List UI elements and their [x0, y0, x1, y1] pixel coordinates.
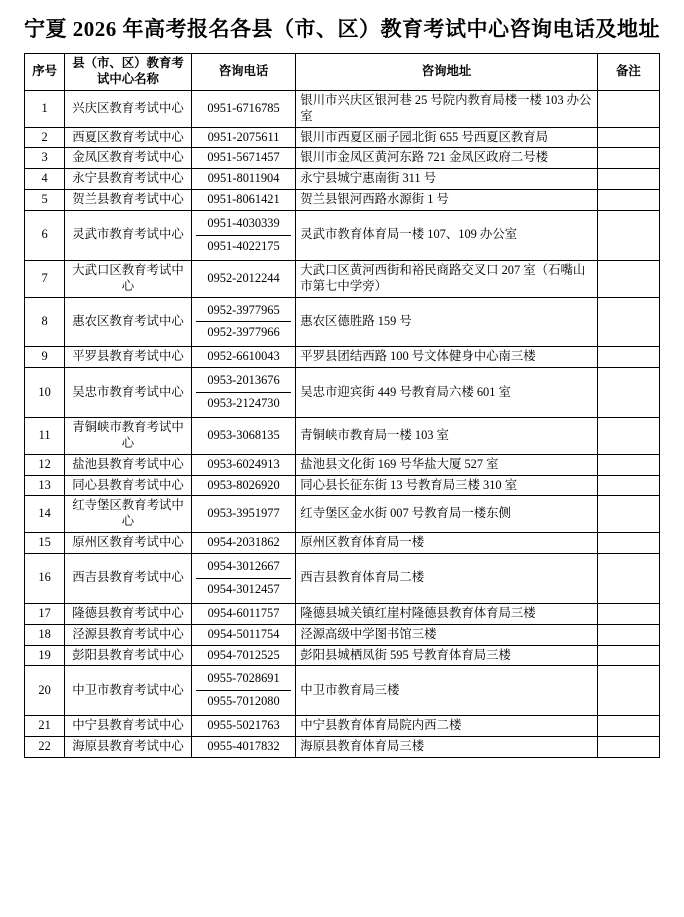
table-row [25, 148, 660, 169]
address-cell: 银川市西夏区丽子园北街 655 号西夏区教育局 [296, 127, 597, 148]
center-name: 海原县教育考试中心 [65, 737, 192, 758]
center-name: 吴忠市教育考试中心 [65, 368, 192, 418]
table-row [25, 737, 660, 758]
phone-cell: 0953-3951977 [191, 496, 295, 533]
table-row [25, 554, 660, 604]
address-cell: 银川市金凤区黄河东路 721 金凤区政府二号楼 [296, 148, 597, 169]
column-header-phone: 咨询电话 [191, 54, 295, 91]
remark-cell [597, 737, 659, 758]
row-number: 19 [25, 645, 65, 666]
remark-cell [597, 666, 659, 716]
center-name: 惠农区教育考试中心 [65, 297, 192, 347]
row-number: 4 [25, 169, 65, 190]
row-number: 5 [25, 190, 65, 211]
address-cell: 吴忠市迎宾街 449 号教育局六楼 601 室 [296, 368, 597, 418]
remark-cell [597, 475, 659, 496]
row-number: 9 [25, 347, 65, 368]
remark-cell [597, 554, 659, 604]
address-cell: 彭阳县城栖凤街 595 号教育体育局三楼 [296, 645, 597, 666]
phone-cell: 0951-2075611 [191, 127, 295, 148]
phone-cell: 0953-8026920 [191, 475, 295, 496]
table-row [25, 624, 660, 645]
center-name: 盐池县教育考试中心 [65, 454, 192, 475]
phone-cell [191, 368, 295, 418]
phone-number: 0952-3977966 [207, 325, 280, 340]
center-name: 原州区教育考试中心 [65, 533, 192, 554]
phone-cell: 0953-6024913 [191, 454, 295, 475]
center-name: 西夏区教育考试中心 [65, 127, 192, 148]
table-row [25, 603, 660, 624]
row-number: 14 [25, 496, 65, 533]
phone-cell: 0951-8011904 [191, 169, 295, 190]
row-number: 2 [25, 127, 65, 148]
table-row [25, 190, 660, 211]
phone-cell: 0954-5011754 [191, 624, 295, 645]
phone-cell: 0953-3068135 [191, 417, 295, 454]
phone-cell: 0951-5671457 [191, 148, 295, 169]
row-number: 16 [25, 554, 65, 604]
center-name: 同心县教育考试中心 [65, 475, 192, 496]
table-row [25, 90, 660, 127]
row-number: 1 [25, 90, 65, 127]
center-name: 青铜峡市教育考试中心 [65, 417, 192, 454]
row-number: 13 [25, 475, 65, 496]
remark-cell [597, 368, 659, 418]
center-name: 兴庆区教育考试中心 [65, 90, 192, 127]
center-name: 灵武市教育考试中心 [65, 211, 192, 261]
remark-cell [597, 716, 659, 737]
remark-cell [597, 454, 659, 475]
remark-cell [597, 211, 659, 261]
center-name: 中卫市教育考试中心 [65, 666, 192, 716]
table-row [25, 475, 660, 496]
table-row [25, 127, 660, 148]
row-number: 10 [25, 368, 65, 418]
phone-cell: 0954-7012525 [191, 645, 295, 666]
table-row [25, 211, 660, 261]
address-cell: 贺兰县银河西路水源街 1 号 [296, 190, 597, 211]
table-row [25, 533, 660, 554]
remark-cell [597, 148, 659, 169]
address-cell: 银川市兴庆区银河巷 25 号院内教育局楼一楼 103 办公室 [296, 90, 597, 127]
table-row [25, 666, 660, 716]
table-row [25, 169, 660, 190]
table-container [0, 53, 684, 758]
table-body [25, 90, 660, 757]
document-page [0, 13, 684, 917]
table-header-row [25, 54, 660, 91]
center-name: 中宁县教育考试中心 [65, 716, 192, 737]
address-cell: 泾源高级中学图书馆三楼 [296, 624, 597, 645]
phone-cell: 0954-2031862 [191, 533, 295, 554]
phone-number: 0953-2124730 [207, 396, 280, 410]
address-cell: 中卫市教育局三楼 [296, 666, 597, 716]
row-number: 8 [25, 297, 65, 347]
table-row [25, 260, 660, 297]
address-cell: 永宁县城宁惠南街 311 号 [296, 169, 597, 190]
center-name: 隆德县教育考试中心 [65, 603, 192, 624]
row-number: 11 [25, 417, 65, 454]
address-cell: 大武口区黄河西街和裕民商路交叉口 207 室（石嘴山市第七中学旁） [296, 260, 597, 297]
row-number: 22 [25, 737, 65, 758]
table-row [25, 454, 660, 475]
phone-number: 0954-3012667 [196, 556, 291, 579]
row-number: 21 [25, 716, 65, 737]
phone-number: 0955-7012080 [207, 694, 280, 709]
table-row [25, 417, 660, 454]
remark-cell [597, 297, 659, 347]
phone-cell: 0954-6011757 [191, 603, 295, 624]
center-name: 彭阳县教育考试中心 [65, 645, 192, 666]
table-row [25, 297, 660, 347]
phone-cell: 0952-6610043 [191, 347, 295, 368]
address-cell: 红寺堡区金水街 007 号教育局一楼东侧 [296, 496, 597, 533]
table-row [25, 496, 660, 533]
phone-number: 0952-3977965 [196, 300, 291, 323]
table-row [25, 716, 660, 737]
page-title: 宁夏 2026 年高考报名各县（市、区）教育考试中心咨询电话及地址 [24, 17, 660, 41]
column-header-no: 序号 [25, 54, 65, 91]
row-number: 7 [25, 260, 65, 297]
remark-cell [597, 260, 659, 297]
remark-cell [597, 127, 659, 148]
row-number: 12 [25, 454, 65, 475]
center-name: 红寺堡区教育考试中心 [65, 496, 192, 533]
phone-cell: 0955-5021763 [191, 716, 295, 737]
row-number: 20 [25, 666, 65, 716]
phone-cell [191, 297, 295, 347]
phone-cell: 0952-2012244 [191, 260, 295, 297]
center-name: 大武口区教育考试中心 [65, 260, 192, 297]
column-header-remark: 备注 [597, 54, 659, 91]
address-cell: 同心县长征东街 13 号教育局三楼 310 室 [296, 475, 597, 496]
address-cell: 中宁县教育体育局院内西二楼 [296, 716, 597, 737]
remark-cell [597, 90, 659, 127]
table-row [25, 368, 660, 418]
center-name: 贺兰县教育考试中心 [65, 190, 192, 211]
row-number: 6 [25, 211, 65, 261]
table-row [25, 645, 660, 666]
row-number: 15 [25, 533, 65, 554]
remark-cell [597, 190, 659, 211]
phone-number: 0954-3012457 [207, 581, 280, 596]
remark-cell [597, 496, 659, 533]
row-number: 3 [25, 148, 65, 169]
center-name: 平罗县教育考试中心 [65, 347, 192, 368]
phone-cell [191, 666, 295, 716]
phone-cell [191, 211, 295, 261]
phone-number: 0955-7028691 [196, 668, 291, 691]
row-number: 18 [25, 624, 65, 645]
column-header-address: 咨询地址 [296, 54, 597, 91]
address-cell: 盐池县文化街 169 号华盐大厦 527 室 [296, 454, 597, 475]
phone-cell: 0951-8061421 [191, 190, 295, 211]
row-number: 17 [25, 603, 65, 624]
remark-cell [597, 417, 659, 454]
table-header [25, 54, 660, 91]
phone-number: 0953-2013676 [196, 370, 291, 393]
remark-cell [597, 347, 659, 368]
remark-cell [597, 169, 659, 190]
phone-number: 0951-4030339 [196, 213, 291, 236]
address-cell: 隆德县城关镇红崖村隆德县教育体育局三楼 [296, 603, 597, 624]
phone-cell [191, 554, 295, 604]
center-name: 泾源县教育考试中心 [65, 624, 192, 645]
table-row [25, 347, 660, 368]
center-name: 永宁县教育考试中心 [65, 169, 192, 190]
address-cell: 灵武市教育体育局一楼 107、109 办公室 [296, 211, 597, 261]
address-cell: 青铜峡市教育局一楼 103 室 [296, 417, 597, 454]
consultation-table [24, 53, 660, 758]
remark-cell [597, 645, 659, 666]
remark-cell [597, 533, 659, 554]
address-cell: 海原县教育体育局三楼 [296, 737, 597, 758]
address-cell: 原州区教育体育局一楼 [296, 533, 597, 554]
phone-cell: 0955-4017832 [191, 737, 295, 758]
remark-cell [597, 624, 659, 645]
address-cell: 西吉县教育体育局二楼 [296, 554, 597, 604]
address-cell: 平罗县团结西路 100 号文体健身中心南三楼 [296, 347, 597, 368]
address-cell: 惠农区德胜路 159 号 [296, 297, 597, 347]
center-name: 西吉县教育考试中心 [65, 554, 192, 604]
phone-cell: 0951-6716785 [191, 90, 295, 127]
remark-cell [597, 603, 659, 624]
center-name: 金凤区教育考试中心 [65, 148, 192, 169]
column-header-name: 县（市、区）教育考试中心名称 [65, 54, 192, 91]
phone-number: 0951-4022175 [207, 238, 280, 253]
